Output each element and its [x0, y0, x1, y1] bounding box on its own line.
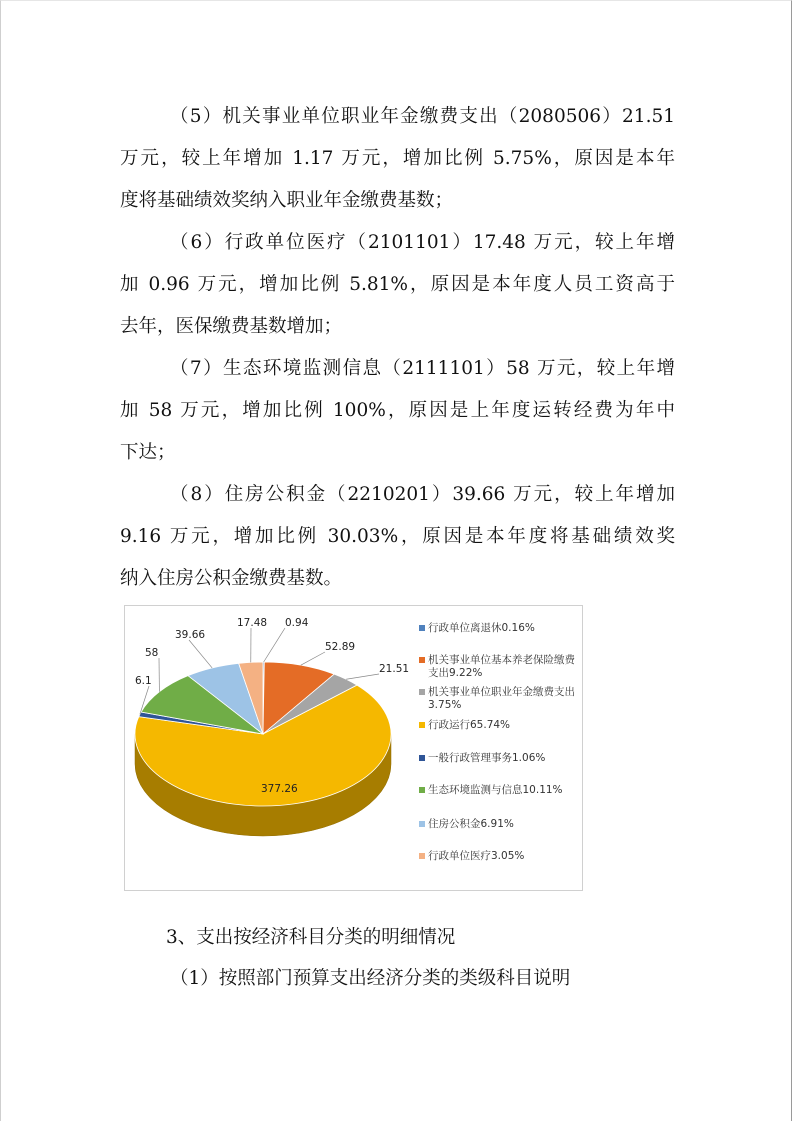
- legend-item: [428, 719, 578, 732]
- paragraph-line: 9.16 万元，增加比例 30.03%，原因是本年度将基础绩效奖: [120, 526, 675, 547]
- legend-swatch: [419, 787, 425, 793]
- leader-line: [189, 640, 212, 668]
- paragraph-line: （5）机关事业单位职业年金缴费支出（2080506）21.51: [170, 106, 675, 127]
- leader-line: [301, 652, 325, 665]
- section-heading: 3、支出按经济科目分类的明细情况: [166, 927, 456, 948]
- legend-swatch: [419, 657, 425, 663]
- legend-label: 生态环境监测与信息10.11%: [428, 784, 563, 796]
- legend-item: [428, 784, 578, 797]
- paragraph-line: （7）生态环境监测信息（2111101）58 万元，较上年增: [170, 358, 675, 379]
- legend-label: 行政单位离退休0.16%: [428, 622, 535, 634]
- leader-line: [264, 628, 285, 662]
- paragraph-line: 去年，医保缴费基数增加；: [120, 316, 343, 337]
- legend-swatch: [419, 625, 425, 631]
- sub-heading: （1）按照部门预算支出经济分类的类级科目说明: [170, 968, 571, 989]
- pie-data-label: 58: [145, 647, 159, 659]
- legend-label: 机关事业单位基本养老保险缴费支出9.22%: [428, 654, 575, 679]
- legend-swatch: [419, 689, 425, 695]
- pie-data-label: 17.48: [237, 617, 268, 629]
- legend-label: 一般行政管理事务1.06%: [428, 752, 546, 764]
- legend-item: [428, 686, 578, 712]
- pie-data-label: 6.1: [135, 675, 152, 687]
- pie-data-label: 0.94: [285, 617, 309, 629]
- paragraph-line: （8）住房公积金（2210201）39.66 万元，较上年增加: [170, 484, 675, 505]
- legend-swatch: [419, 755, 425, 761]
- legend-label: 行政运行65.74%: [428, 719, 511, 731]
- legend-item: [428, 752, 578, 765]
- legend-swatch: [419, 821, 425, 827]
- paragraph-line: 下达；: [120, 442, 176, 463]
- legend-swatch: [419, 722, 425, 728]
- leader-line: [346, 674, 379, 679]
- pie-data-label: 52.89: [325, 641, 356, 653]
- pie-data-label: 377.26: [261, 783, 298, 795]
- pie-chart: [124, 605, 583, 891]
- legend-item: [428, 818, 578, 831]
- legend-label: 住房公积金6.91%: [428, 818, 514, 830]
- legend-item: [428, 622, 578, 635]
- legend-item: [428, 850, 578, 863]
- pie-data-label: 39.66: [175, 629, 206, 641]
- paragraph-line: 万元，较上年增加 1.17 万元，增加比例 5.75%，原因是本年: [120, 148, 675, 169]
- paragraph-line: 加 0.96 万元，增加比例 5.81%，原因是本年度人员工资高于: [120, 274, 675, 295]
- paragraph-line: 加 58 万元，增加比例 100%，原因是上年度运转经费为年中: [120, 400, 675, 421]
- legend-swatch: [419, 853, 425, 859]
- pie-chart-svg: [125, 606, 582, 890]
- legend-label: 行政单位医疗3.05%: [428, 850, 525, 862]
- legend-item: [428, 654, 578, 680]
- legend-label: 机关事业单位职业年金缴费支出3.75%: [428, 686, 575, 711]
- paragraph-line: 纳入住房公积金缴费基数。: [120, 568, 343, 589]
- pie-data-label: 21.51: [379, 663, 410, 675]
- paragraph-line: （6）行政单位医疗（2101101）17.48 万元，较上年增: [170, 232, 675, 253]
- paragraph-line: 度将基础绩效奖纳入职业年金缴费基数；: [120, 190, 454, 211]
